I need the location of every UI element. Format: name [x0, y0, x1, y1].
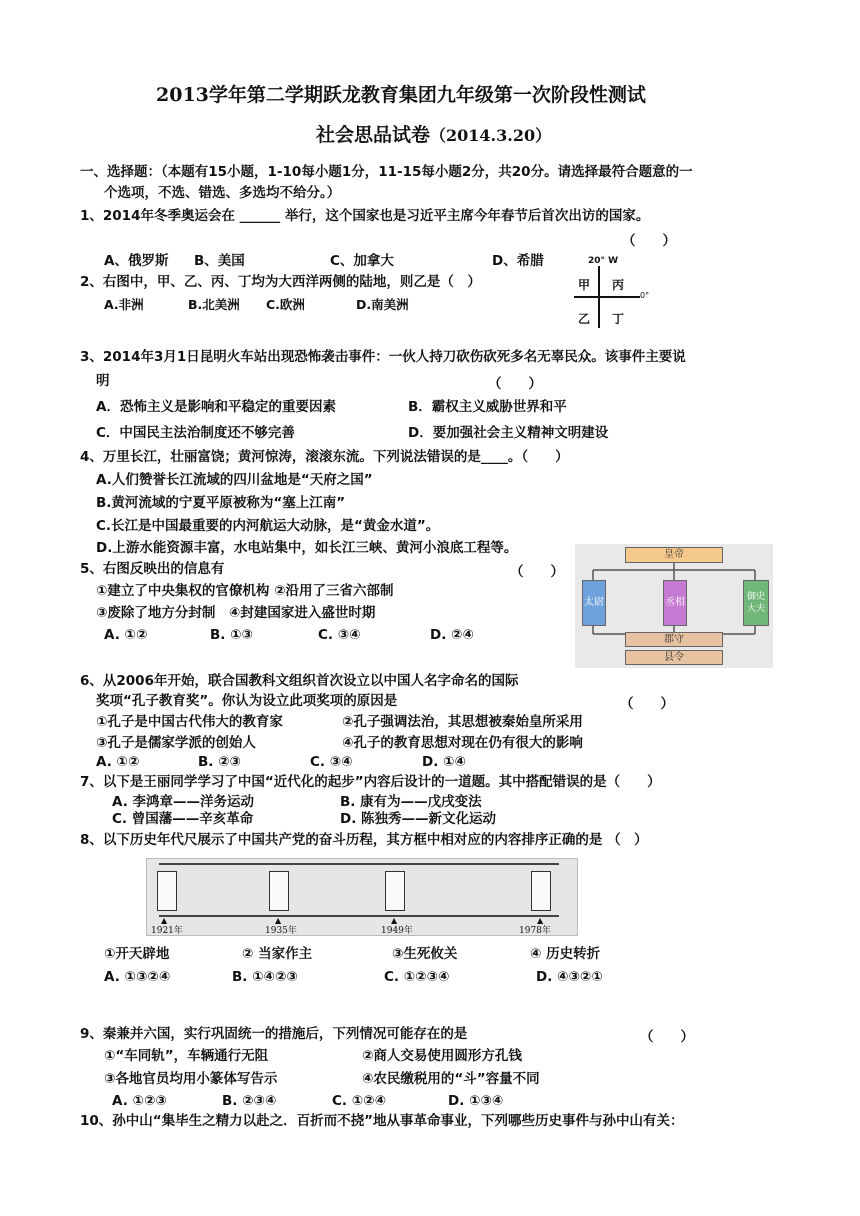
- q6-option-c: C. ③④: [310, 754, 353, 770]
- timeline-box-4: [531, 871, 551, 911]
- q1-stem: 1、2014年冬季奥运会在 ______ 举行，这个国家也是习近平主席今年春节后首次出访的国家。: [80, 208, 650, 224]
- q9-option-d: D. ①③④: [448, 1093, 504, 1109]
- equator-line: [574, 296, 640, 298]
- q2-option-c: C.欧洲: [266, 297, 305, 312]
- meridian-label: 20° W: [588, 256, 619, 266]
- q2-hemisphere-map: [568, 258, 650, 330]
- land-yi: 乙: [578, 312, 591, 326]
- q8-option-a: A. ①③②④: [104, 969, 171, 985]
- q8-stem: 8、以下历史年代尺展示了中国共产党的奋斗历程，其方框中相对应的内容排序正确的是 （ ）: [80, 832, 648, 848]
- exam-date: （2014.3.20）: [430, 126, 552, 145]
- q5-option-d: D. ②④: [430, 627, 474, 643]
- q4-option-b: B.黄河流域的宁夏平原被称为“塞上江南”: [96, 495, 346, 511]
- q9-stem: 9、秦兼并六国，实行巩固统一的措施后，下列情况可能存在的是: [80, 1026, 468, 1042]
- q9-option-b: B. ②③④: [222, 1093, 277, 1109]
- q10-stem: 10、孙中山“集毕生之精力以赴之．百折而不挠”地从事革命事业，下列哪些历史事件与孙中山有关：: [80, 1113, 684, 1129]
- q5-item-1: ①建立了中央集权的官僚机构 ②沿用了三省六部制: [96, 583, 394, 599]
- q8-item-2: ② 当家作主: [242, 946, 313, 962]
- timeline-year-3: 1949年: [381, 926, 413, 936]
- land-jia: 甲: [578, 278, 591, 292]
- q2-option-a: A.非洲: [104, 297, 144, 312]
- q5-item-2: ③废除了地方分封制 ④封建国家进入盛世时期: [96, 605, 376, 621]
- exam-title: 2013学年第二学期跃龙教育集团九年级第一次阶段性测试: [156, 84, 646, 106]
- section-heading: 一、选择题：（本题有15小题，1-10每小题1分，11-15每小题2分，共20分。请选择最符合题意的一: [80, 164, 693, 180]
- q9-item-2: ②商人交易使用圆形方孔钱: [362, 1048, 522, 1064]
- q5-option-a: A. ①②: [104, 627, 148, 643]
- emperor-box: 皇帝: [625, 547, 723, 563]
- q1-paren: （ ）: [622, 233, 676, 249]
- timeline-axis: [159, 915, 559, 917]
- q6-paren: （ ）: [620, 696, 674, 712]
- q3-option-c: C．中国民主法治制度还不够完善: [96, 425, 295, 441]
- q6-stem-cont: 奖项“孔子教育奖”。你认为设立此项奖项的原因是: [96, 693, 398, 709]
- q9-item-3: ③各地官员均用小篆体写告示: [104, 1071, 278, 1087]
- q3-option-d: D．要加强社会主义精神文明建设: [408, 425, 609, 441]
- q9-item-1: ①“车同轨”，车辆通行无阻: [104, 1048, 269, 1064]
- q7-option-d: D. 陈独秀——新文化运动: [340, 811, 497, 827]
- q6-item-1: ①孔子是中国古代伟大的教育家: [96, 714, 283, 730]
- q4-stem: 4、万里长江，壮丽富饶；黄河惊涛，滚滚东流。下列说法错误的是____。（ ）: [80, 449, 569, 465]
- timeline-year-4: 1978年: [519, 926, 551, 936]
- taiwei-box: 太尉: [582, 580, 606, 626]
- q7-option-b: B. 康有为——戊戌变法: [340, 794, 482, 810]
- q6-option-d: D. ①④: [422, 754, 466, 770]
- q2-stem: 2、右图中，甲、乙、丙、丁均为大西洋两侧的陆地，则乙是（ ）: [80, 274, 481, 290]
- timeline-tick-marker: ▲: [537, 916, 544, 925]
- q8-option-d: D. ④③②①: [536, 969, 603, 985]
- timeline-tick-marker: ▲: [275, 916, 282, 925]
- land-ding: 丁: [612, 312, 625, 326]
- equator-label: 0°: [640, 291, 650, 300]
- q3-paren: （ ）: [488, 376, 542, 392]
- q5-stem: 5、右图反映出的信息有: [80, 561, 225, 577]
- q5-option-c: C. ③④: [318, 627, 361, 643]
- subject-name: 社会思品试卷: [316, 124, 431, 146]
- q8-item-3: ③生死攸关: [392, 946, 458, 962]
- q1-option-b: B、美国: [194, 253, 245, 269]
- q8-item-4: ④ 历史转折: [530, 946, 601, 962]
- q2-option-b: B.北美洲: [188, 297, 240, 312]
- timeline-top-bar: [159, 863, 559, 865]
- q9-paren: （ ）: [640, 1029, 694, 1045]
- timeline-tick-marker: ▲: [161, 916, 168, 925]
- timeline-year-2: 1935年: [265, 926, 297, 936]
- q5-option-b: B. ①③: [210, 627, 253, 643]
- q9-option-a: A. ①②③: [112, 1093, 167, 1109]
- q4-option-c: C.长江是中国最重要的内河航运大动脉，是“黄金水道”。: [96, 518, 440, 534]
- q7-stem: 7、以下是王丽同学学习了中国“近代化的起步”内容后设计的一道题。其中搭配错误的是（ ）: [80, 774, 661, 790]
- exam-subtitle: [316, 126, 551, 145]
- q7-option-a: A. 李鸿章——洋务运动: [112, 794, 255, 810]
- q3-stem-cont: 明: [96, 373, 110, 389]
- q6-option-b: B. ②③: [198, 754, 241, 770]
- chengxiang-box: 丞相: [663, 580, 687, 626]
- q3-stem: 3、2014年3月1日昆明火车站出现恐怖袭击事件：一伙人持刀砍伤砍死多名无辜民众。该事件主要说: [80, 349, 686, 365]
- q4-option-d: D.上游水能资源丰富，水电站集中，如长江三峡、黄河小浪底工程等。: [96, 540, 518, 556]
- q8-option-b: B. ①④②③: [232, 969, 298, 985]
- section-heading-cont: 个选项，不选、错选、多选均不给分。）: [104, 185, 341, 201]
- q6-item-2: ②孔子强调法治，其思想被秦始皇所采用: [342, 714, 583, 730]
- q6-item-3: ③孔子是儒家学派的创始人: [96, 735, 256, 751]
- q5-paren: （ ）: [510, 564, 564, 580]
- q3-option-b: B．霸权主义威胁世界和平: [408, 399, 567, 415]
- q5-qin-government-diagram: [575, 544, 773, 668]
- q6-option-a: A. ①②: [96, 754, 140, 770]
- q4-option-a: A.人们赞誉长江流域的四川盆地是“天府之国”: [96, 472, 373, 488]
- q2-option-d: D.南美洲: [356, 297, 409, 312]
- q1-option-a: A、俄罗斯: [104, 253, 169, 269]
- q8-item-1: ①开天辟地: [104, 946, 170, 962]
- yushidafu-box: 御史大夫: [743, 580, 769, 626]
- timeline-box-1: [157, 871, 177, 911]
- q6-stem: 6、从2006年开始，联合国教科文组织首次设立以中国人名字命名的国际: [80, 673, 519, 689]
- q1-option-c: C、加拿大: [330, 253, 394, 269]
- timeline-year-1: 1921年: [151, 926, 183, 936]
- timeline-box-2: [269, 871, 289, 911]
- xianling-box: 县令: [625, 650, 723, 665]
- timeline-tick-marker: ▲: [391, 916, 398, 925]
- q7-option-c: C. 曾国藩——辛亥革命: [112, 811, 254, 827]
- q8-timeline-ruler: [146, 858, 578, 936]
- timeline-box-3: [385, 871, 405, 911]
- q3-option-a: A．恐怖主义是影响和平稳定的重要因素: [96, 399, 336, 415]
- q1-option-d: D、希腊: [492, 253, 544, 269]
- q9-option-c: C. ①②④: [332, 1093, 387, 1109]
- junshou-box: 郡守: [625, 632, 723, 647]
- q6-item-4: ④孔子的教育思想对现在仍有很大的影响: [342, 735, 583, 751]
- land-bing: 丙: [612, 278, 625, 292]
- q8-option-c: C. ①②③④: [384, 969, 450, 985]
- q9-item-4: ④农民缴税用的“斗”容量不同: [362, 1071, 540, 1087]
